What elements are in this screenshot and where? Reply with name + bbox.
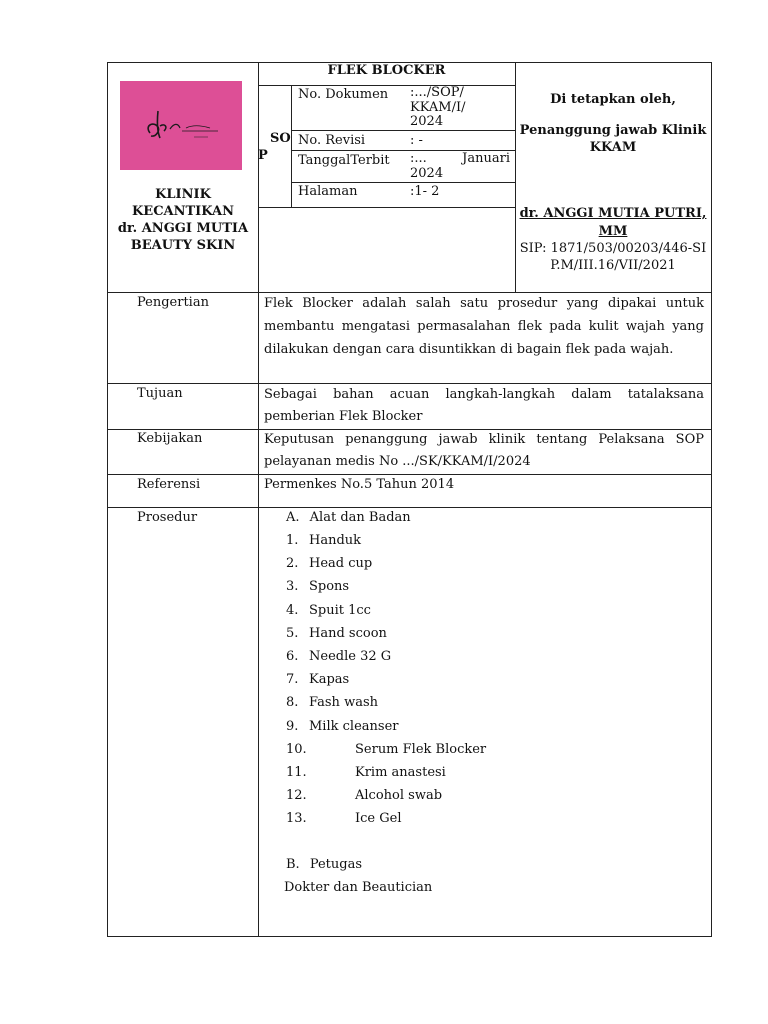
list-item-text: Hand scoon	[309, 625, 387, 641]
section-text-referensi: Permenkes No.5 Tahun 2014	[264, 477, 455, 492]
section-label-kebijakan: Kebijakan	[137, 431, 203, 446]
revision-value: : -	[410, 133, 423, 148]
sop-label	[258, 130, 294, 164]
sop-label-line: P	[258, 148, 268, 163]
approval-line1: Di tetapkan oleh,	[550, 92, 676, 107]
section-text-pengertian: Flek Blocker adalah salah satu prosedur yang dipakai untuk membantu mengatasi permasalahan flek pada kulit wajah yang dilakukan dengan cara disuntikkan di bagain flek pada wajah.	[264, 296, 704, 357]
list-item-number: 12.	[286, 788, 307, 804]
clinic-name-line: BEAUTY SKIN	[130, 238, 236, 253]
section-label-pengertian: Pengertian	[137, 295, 209, 310]
list-item-text: Spuit 1cc	[309, 602, 371, 618]
list-item-number: 7.	[286, 672, 299, 688]
revision-label: No. Revisi	[298, 133, 366, 148]
issue-date-label: TanggalTerbit	[298, 153, 390, 168]
list-item-number: 3.	[286, 579, 299, 595]
list-item-text: Alcohol swab	[355, 788, 443, 804]
list-item-number: 4.	[286, 602, 299, 618]
list-item-text: Handuk	[309, 533, 362, 548]
list-item-number: 6.	[286, 649, 299, 664]
section-label-prosedur: Prosedur	[137, 510, 198, 525]
section-text-tujuan: Sebagai bahan acuan langkah-langkah dalam tatalaksana pemberian Flek Blocker	[264, 387, 704, 424]
section-label-referensi: Referensi	[137, 477, 201, 492]
list-item-text: Fash wash	[309, 695, 378, 711]
section-label-tujuan: Tujuan	[137, 386, 183, 401]
list-heading-a	[286, 509, 411, 526]
doc-number-label: No. Dokumen	[298, 87, 389, 102]
list-item-text: Serum Flek Blocker	[355, 741, 487, 757]
list-item-text: Needle 32 G	[309, 649, 392, 664]
page-value: :1- 2	[410, 184, 440, 199]
list-item-number: 13.	[286, 811, 307, 827]
list-item-number: 2.	[286, 556, 299, 572]
approver-sip: SIP: 1871/503/00203/446-SIP.M/III.16/VII/2021	[519, 241, 707, 273]
list-heading-b	[286, 856, 362, 873]
list-heading-text: Alat dan Badan	[309, 510, 411, 525]
clinic-name	[112, 186, 254, 254]
section-text-kebijakan: Keputusan penanggung jawab klinik tentang Pelaksana SOP pelayanan medis No .../SK/KKAM/I/2024	[264, 432, 704, 469]
signature-logo-icon	[120, 81, 242, 170]
list-item-number: 5.	[286, 625, 299, 641]
list-item-text: Spons	[309, 579, 350, 595]
list-item-text: Milk cleanser	[309, 718, 399, 734]
approval-line2: Penanggung jawab Klinik KKAM	[519, 123, 707, 155]
petugas-text: Dokter dan Beautician	[284, 880, 433, 895]
list-item-text: Head cup	[309, 556, 373, 572]
list-marker: A.	[286, 510, 300, 525]
list-item-number: 1.	[286, 533, 299, 548]
issue-date-value: :... Januari 2024	[410, 151, 510, 181]
list-marker: B.	[286, 857, 300, 872]
list-heading-text: Petugas	[309, 857, 363, 872]
clinic-name-line: dr. ANGGI MUTIA	[117, 221, 249, 236]
sop-title: FLEK BLOCKER	[327, 63, 446, 78]
list-item-number: 8.	[286, 695, 299, 711]
page-label: Halaman	[298, 184, 358, 199]
clinic-name-line: KECANTIKAN	[131, 204, 235, 219]
list-item-number: 9.	[286, 718, 299, 734]
list-item-number: 10.	[286, 741, 307, 757]
approver-name: dr. ANGGI MUTIA PUTRI, MM	[519, 206, 707, 239]
list-item-text: Kapas	[309, 672, 350, 688]
clinic-logo	[120, 81, 242, 170]
list-item-number: 11.	[286, 765, 307, 780]
clinic-name-line: KLINIK	[155, 187, 211, 202]
list-item-text: Krim anastesi	[355, 765, 446, 780]
list-item-text: Ice Gel	[355, 811, 402, 827]
doc-number-value: :.../SOP/ KKAM/I/ 2024	[410, 85, 466, 129]
sop-label-line: SO	[270, 131, 291, 146]
